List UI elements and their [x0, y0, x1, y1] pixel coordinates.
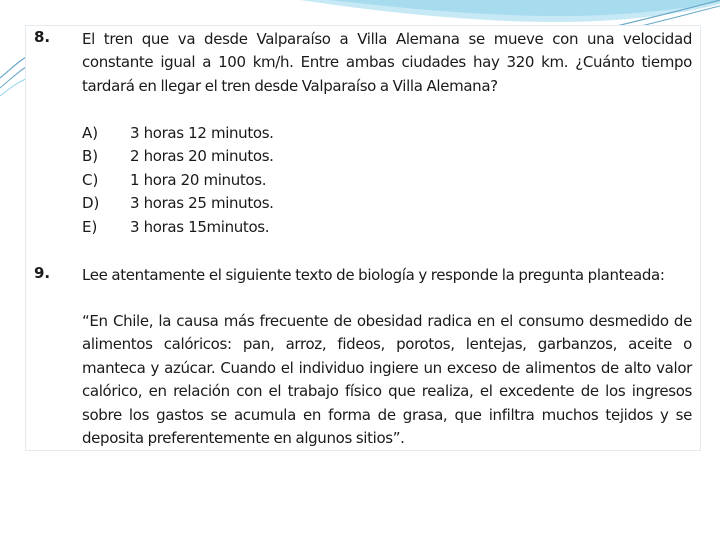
option-text: 3 horas 25 minutos.	[130, 194, 274, 213]
option-letter: C)	[82, 170, 99, 189]
question-number: 9.	[34, 264, 51, 282]
answer-options	[82, 122, 382, 239]
option-d	[82, 192, 382, 215]
question-prompt: Lee atentamente el siguiente texto de biología y responde la pregunta planteada:	[82, 266, 665, 284]
top-wave-shape	[300, 0, 720, 22]
question-number: 8.	[34, 28, 51, 46]
question-text: El tren que va desde Valparaíso a Villa Alemana se mueve con una velocidad constante igual a 100 km/h. Entre ambas ciudades hay 320 km. ¿Cuánto tiempo tardará en llegar el tren desde Valparaíso a Villa Alemana?	[82, 30, 692, 95]
left-swoosh-line	[0, 78, 28, 96]
option-letter: B)	[82, 147, 99, 166]
option-c	[82, 169, 382, 192]
option-letter: A)	[82, 124, 99, 142]
biology-quote: “En Chile, la causa más frecuente de obesidad radica en el consumo desmedido de alimentos calóricos: pan, arroz, fideos, porotos, lentejas, garbanzos, aceite o manteca y azúcar. Cuando el individuo ingiere un exceso de alimentos de alto valor calórico, en relación con el trabajo físico que realiza, el excedente de los ingresos sobre los gastos se acumula en forma de grasa, que infiltra muchos tejidos y se deposita preferentemente en algunos sitios”.	[82, 312, 692, 448]
option-a	[82, 122, 382, 145]
option-letter: D)	[82, 194, 100, 213]
option-text: 3 horas 15minutos.	[130, 217, 270, 236]
option-letter: E)	[82, 217, 98, 236]
option-e	[82, 216, 382, 239]
option-text: 2 horas 20 minutos.	[130, 147, 274, 166]
document-page	[26, 26, 700, 450]
left-swoosh-line	[0, 66, 28, 88]
option-b	[82, 145, 382, 168]
option-text: 3 horas 12 minutos.	[130, 124, 274, 142]
top-wave-shape-inner	[330, 0, 720, 16]
left-swoosh-line	[0, 56, 28, 78]
option-text: 1 hora 20 minutos.	[130, 170, 267, 189]
